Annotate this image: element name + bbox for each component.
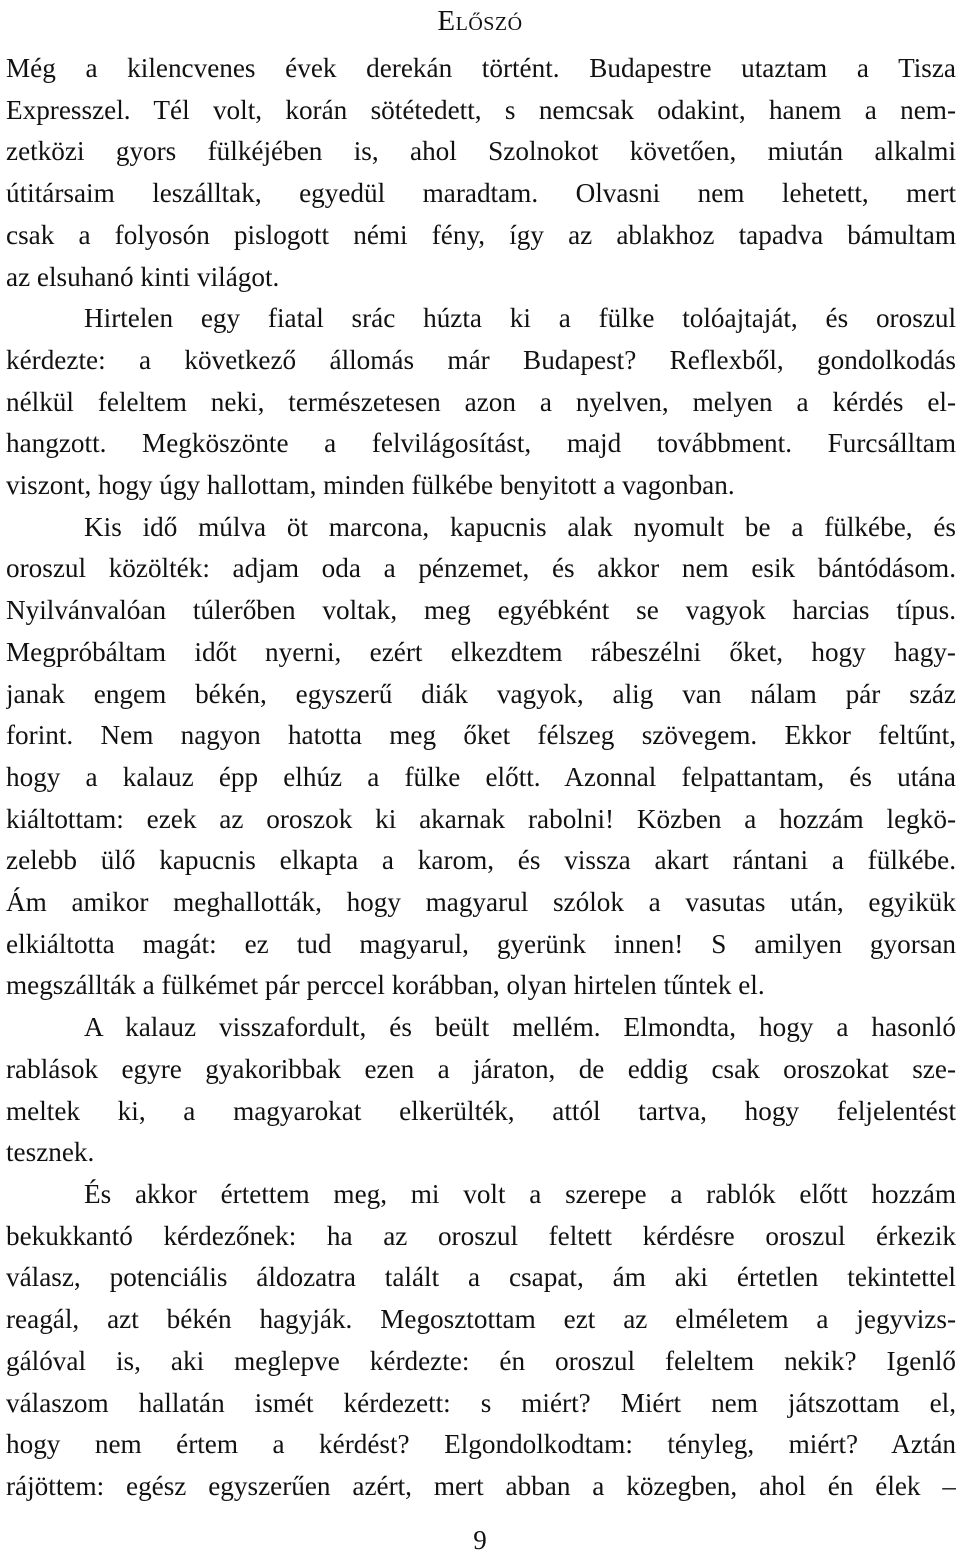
text-line: viszont, hogy úgy hallottam, minden fülkébe benyitott a vagonban. [6,470,735,501]
text-line: Kis idő múlva öt marcona, kapucnis alak nyomult be a fülkébe, és [84,511,956,542]
text-line: nélkül feleltem neki, természetesen azon a nyelven, melyen a kérdés el- [6,386,956,417]
chapter-title: Előszó [437,5,523,37]
text-line: rájöttem: egész egyszerűen azért, mert abban a közegben, ahol én élek – [6,1470,956,1501]
text-line: janak engem békén, egyszerű diák vagyok, alig van nálam pár száz [6,678,956,709]
text-line: hangzott. Megköszönte a felvilágosítást, majd továbbment. Furcsálltam [6,428,956,459]
text-line: És akkor értettem meg, mi volt a szerepe a rablók előtt hozzám [84,1178,956,1209]
text-line: gálóval is, aki meglepve kérdezte: én oroszul feleltem nekik? Igenlő [6,1345,956,1376]
text-line: csak a folyosón pislogott némi fény, így az ablakhoz tapadva bámultam [6,219,956,250]
text-line: Expresszel. Tél volt, korán sötétedett, s nemcsak odakint, hanem a nem- [6,94,956,125]
text-line: válasz, potenciális áldozatra talált a csapat, ám aki értetlen tekintettel [6,1262,956,1293]
text-line: hogy a kalauz épp elhúz a fülke előtt. Azonnal felpattantam, és utána [6,761,956,792]
text-line: kérdezte: a következő állomás már Budapest? Reflexből, gondolkodás [6,344,956,375]
text-line: kiáltottam: ezek az oroszok ki akarnak rabolni! Közben a hozzám legkö- [6,803,956,834]
text-line: reagál, azt békén hagyják. Megosztottam ezt az elméletem a jegyvizs- [6,1304,956,1335]
text-line: meltek ki, a magyarokat elkerülték, attól tartva, hogy feljelentést [6,1095,956,1126]
text-line: Még a kilencvenes évek derekán történt. Budapestre utaztam a Tisza [6,53,956,83]
text-line: Nyilvánvalóan túlerőben voltak, meg egyébként se vagyok harcias típus. [6,595,956,626]
text-line: az elsuhanó kinti világot. [6,261,280,292]
text-line: Hirtelen egy fiatal srác húzta ki a fülke tolóajtaját, és oroszul [84,303,956,334]
text-line: Ám amikor meghallották, hogy magyarul szólok a vasutas után, egyikük [6,887,956,918]
text-line: elkiáltotta magát: ez tud magyarul, gyerünk innen! S amilyen gyorsan [6,928,956,959]
text-line: hogy nem értem a kérdést? Elgondolkodtam: tényleg, miért? Aztán [6,1429,956,1460]
text-line: zetközi gyors fülkéjében is, ahol Szolnokot követően, miután alkalmi [6,136,956,167]
text-line: megszállták a fülkémet pár perccel korábban, olyan hirtelen tűntek el. [6,970,765,1001]
text-line: bekukkantó kérdezőnek: ha az oroszul feltett kérdésre oroszul érkezik [6,1220,956,1251]
text-line: zelebb ülő kapucnis elkapta a karom, és vissza akart rántani a fülkébe. [6,845,956,876]
text-line: rablások egyre gyakoribbak ezen a járaton, de eddig csak oroszokat sze- [6,1053,956,1084]
chapter-body [6,48,956,1508]
text-line: forint. Nem nagyon hatotta meg őket félszeg szövegem. Ekkor feltűnt, [6,720,956,751]
text-line: oroszul közölték: adjam oda a pénzemet, és akkor nem esik bántódásom. [6,553,956,584]
text-line: Megpróbáltam időt nyerni, ezért elkezdtem rábeszélni őket, hogy hagy- [6,636,956,667]
text-line: válaszom hallatán ismét kérdezett: s miért? Miért nem játszottam el, [6,1387,956,1418]
text-line: útitársaim leszálltak, egyedül maradtam. Olvasni nem lehetett, mert [6,178,956,209]
text-line: tesznek. [6,1137,95,1168]
text-line: A kalauz visszafordult, és beült mellém. Elmondta, hogy a hasonló [84,1012,956,1043]
page-number: 9 [473,1525,487,1555]
